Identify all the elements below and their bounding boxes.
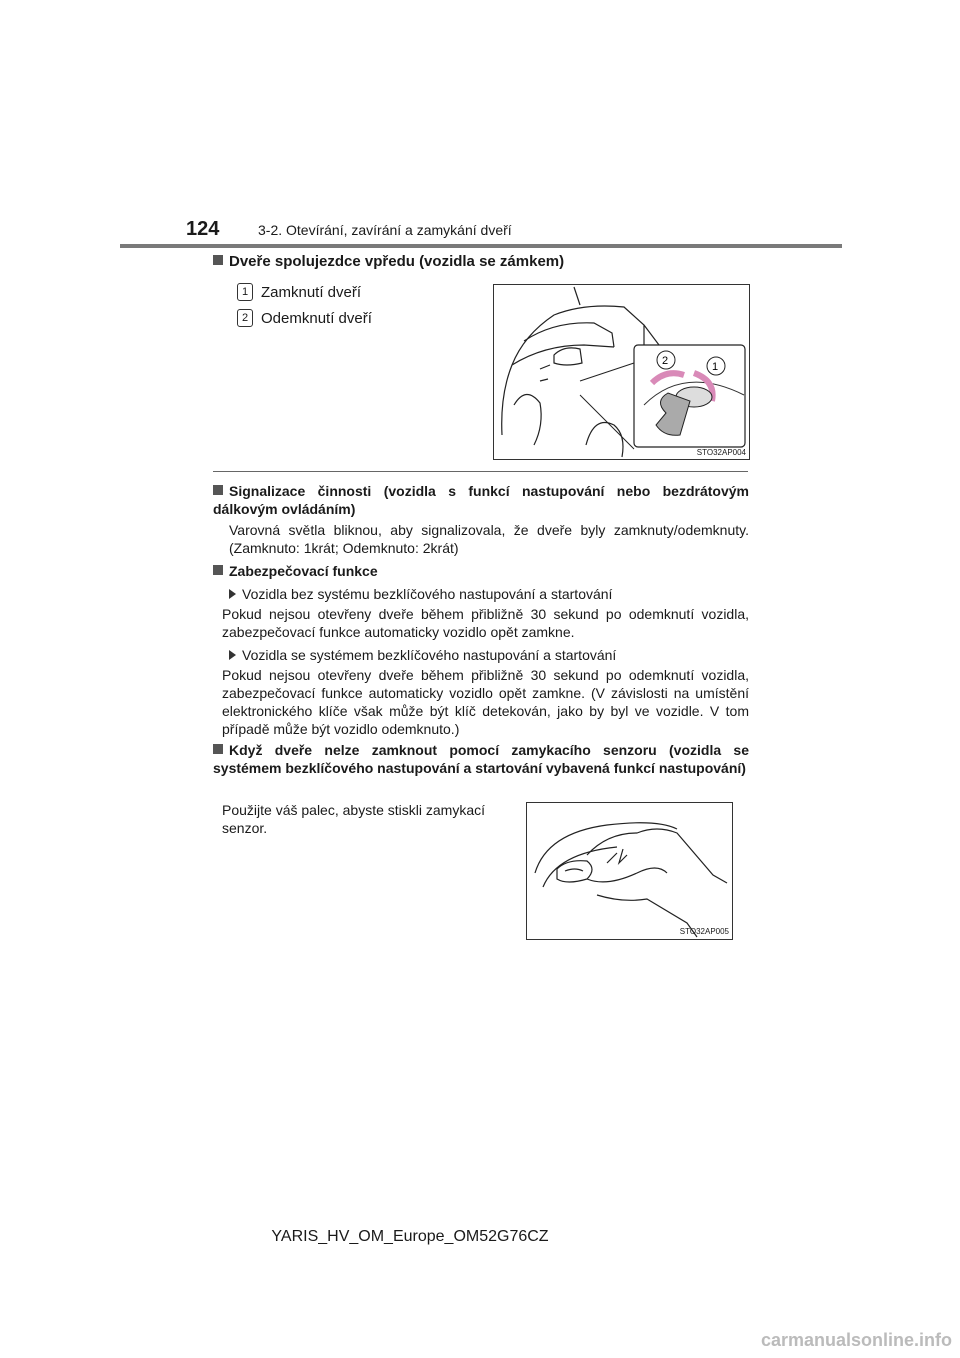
security-sub2-title-text: Vozidla se systémem bezklíčového nastupování a startování	[242, 647, 617, 663]
sensor-body: Použijte váš palec, abyste stiskli zamykací senzor.	[222, 802, 485, 836]
thumb-sensor-illustration	[527, 803, 732, 939]
triangle-bullet-icon	[229, 589, 236, 599]
figure-badge-2: 2	[662, 355, 669, 367]
security-sub2-body: Pokud nejsou otevřeny dveře během přibližně 30 sekund po odemknutí vozidla, zabezpečovací funkce automaticky vozidlo opět zamkne. (V závislosti na umístění elektronického klíče však může být klíč detekován, jako by byl ve vozidle. V tom případě může být vozidlo odemknuto.)	[222, 667, 749, 737]
item-lock-label: Zamknutí dveří	[261, 284, 362, 301]
figure-door-lock	[493, 284, 750, 460]
page-number: 124	[186, 218, 220, 240]
figure-id-1: STO32AP004	[696, 448, 746, 457]
security-sub1-title	[229, 585, 749, 603]
footer	[0, 1228, 960, 1246]
document-code: YARIS_HV_OM_Europe_OM52G76CZ	[271, 1228, 549, 1245]
triangle-bullet-icon	[229, 650, 236, 660]
section-divider	[213, 471, 748, 472]
sensor-heading-text: Když dveře nelze zamknout pomocí zamykacího senzoru (vozidla se systémem bezklíčového nastupování a startování vybavená funkcí nastupování)	[213, 742, 749, 776]
square-bullet-icon	[213, 255, 223, 265]
signaling-heading	[213, 482, 749, 518]
passenger-door-heading-text: Dveře spolujezdce vpředu (vozidla se zámkem)	[229, 253, 565, 270]
security-heading-text: Zabezpečovací funkce	[229, 563, 378, 579]
passenger-door-heading	[213, 253, 564, 270]
square-bullet-icon	[213, 744, 223, 754]
figure-id-2: STO32AP005	[679, 927, 729, 936]
item-unlock-label: Odemknutí dveří	[261, 310, 372, 327]
figure-lock-sensor	[526, 802, 733, 940]
figure-badge-1: 1	[712, 361, 719, 373]
badge-2: 2	[237, 309, 253, 327]
signaling-body: Varovná světla bliknou, aby signalizovala, že dveře byly zamknuty/odemknuty. (Zamknuto: 1krát; Odemknuto: 2krát)	[229, 522, 749, 556]
security-sub1-title-text: Vozidla bez systému bezklíčového nastupování a startování	[242, 586, 613, 602]
signaling-heading-text: Signalizace činnosti (vozidla s funkcí nastupování nebo bezdrátovým dálkovým ovládáním)	[213, 483, 749, 517]
badge-1: 1	[237, 283, 253, 301]
section-title: 3-2. Otevírání, zavírání a zamykání dveří	[258, 222, 512, 238]
car-key-illustration	[494, 285, 749, 459]
watermark[interactable]: carmanualsonline.info	[760, 1330, 952, 1350]
square-bullet-icon	[213, 565, 223, 575]
security-heading	[213, 562, 749, 580]
square-bullet-icon	[213, 485, 223, 495]
header-rule	[120, 244, 842, 248]
security-sub2-title	[229, 646, 749, 664]
security-sub1-body: Pokud nejsou otevřeny dveře během přibližně 30 sekund po odemknutí vozidla, zabezpečovací funkce automaticky vozidlo opět zamkne.	[222, 606, 749, 640]
sensor-heading	[213, 741, 749, 777]
